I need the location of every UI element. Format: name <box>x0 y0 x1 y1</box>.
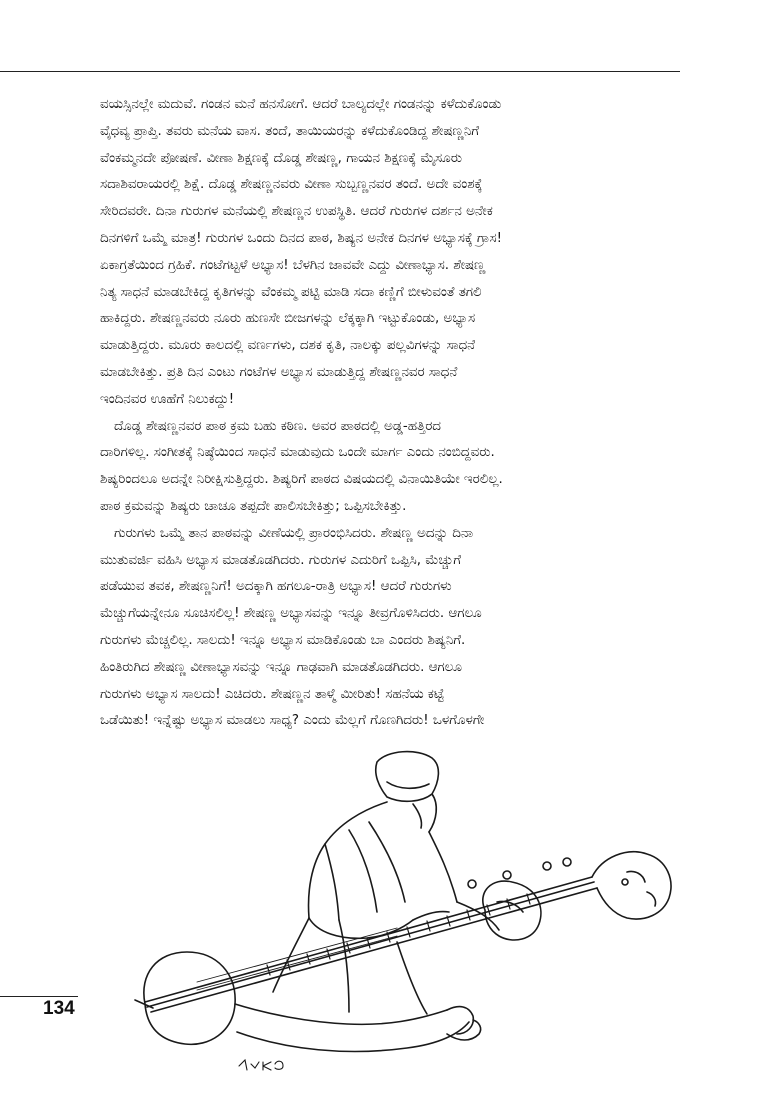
text-line: ದಿನಗಳಿಗೆ ಒಮ್ಮೆ ಮಾತ್ರ! ಗುರುಗಳ ಒಂದು ದಿನದ ಪಾಠ, ಶಿಷ್ಯನ ಅನೇಕ ದಿನಗಳ ಅಭ್ಯಾಸಕ್ಕೆ ಗ್ರಾಸ! <box>100 230 502 246</box>
text-line: ಹಿಂತಿರುಗಿದ ಶೇಷಣ್ಣ ವೀಣಾಭ್ಯಾಸವನ್ನು ಇನ್ನೂ ಗಾಢವಾಗಿ ಮಾಡತೊಡಗಿದರು. ಆಗಲೂ <box>100 659 462 675</box>
text-line: ಇಂದಿನವರ ಊಹೆಗೆ ನಿಲುಕದ್ದು! <box>100 391 235 407</box>
text-line: ಸೇರಿದವರೇ. ದಿನಾ ಗುರುಗಳ ಮನೆಯಲ್ಲಿ ಶೇಷಣ್ಣನ ಉಪಸ್ಥಿತಿ. ಆದರೆ ಗುರುಗಳ ದರ್ಶನ ಅನೇಕ <box>100 204 493 220</box>
text-line: ಗುರುಗಳು ಒಮ್ಮೆ ತಾನ ಪಾಠವನ್ನು ವೀಣೆಯಲ್ಲಿ ಪ್ರಾರಂಭಿಸಿದರು. ಶೇಷಣ್ಣ ಅದನ್ನು ದಿನಾ <box>114 525 474 541</box>
text-line: ದಾರಿಗಳಿಲ್ಲ. ಸಂಗೀತಕ್ಕೆ ನಿಷ್ಠೆಯಿಂದ ಸಾಧನೆ ಮಾಡುವುದು ಒಂದೇ ಮಾರ್ಗ ಎಂದು ನಂಬಿದ್ದವರು. <box>100 445 495 461</box>
text-line: ವೆಂಕಮ್ಮನದೇ ಪೋಷಣೆ. ವೀಣಾ ಶಿಕ್ಷಣಕ್ಕೆ ದೊಡ್ಡ ಶೇಷಣ್ಣ, ಗಾಯನ ಶಿಕ್ಷಣಕ್ಕೆ ಮೈಸೂರು <box>100 150 463 166</box>
text-line: ಮಾಡುತ್ತಿದ್ದರು. ಮೂರು ಕಾಲದಲ್ಲಿ ವರ್ಣಗಳು, ದಶಕ ಕೃತಿ, ನಾಲಕ್ಕು ಪಲ್ಲವಿಗಳನ್ನು ಸಾಧನೆ <box>100 338 476 354</box>
text-line: ಏಕಾಗ್ರತೆಯಿಂದ ಗ್ರಹಿಕೆ. ಗಂಟೆಗಟ್ಟಳೆ ಅಭ್ಯಾಸ! ಬೆಳಗಿನ ಜಾವವೇ ಎದ್ದು ವೀಣಾಭ್ಯಾಸ. ಶೇಷಣ್ಣ <box>100 257 486 273</box>
text-line: ಒಡೆಯಿತು! ಇನ್ನೆಷ್ಟು ಅಭ್ಯಾಸ ಮಾಡಲು ಸಾಧ್ಯ? ಎಂದು ಮೆಲ್ಲಗೆ ಗೊಣಗಿದರು! ಒಳಗೊಳಗೇ <box>100 713 485 729</box>
page-number: 134 <box>43 998 75 1019</box>
paragraph <box>100 92 680 414</box>
footer-rule <box>0 996 78 997</box>
artist-signature <box>239 1060 283 1070</box>
text-line: ದೊಡ್ಡ ಶೇಷಣ್ಣನವರ ಪಾಠ ಕ್ರಮ ಬಹು ಕಠಿಣ. ಅವರ ಪಾಠದಲ್ಲಿ ಅಡ್ಡ-ಹತ್ತಿರದ <box>114 418 441 434</box>
veena-player-illustration <box>87 742 680 1088</box>
paragraph <box>100 521 680 735</box>
text-line: ಸದಾಶಿವರಾಯರಲ್ಲಿ ಶಿಕ್ಷೆ. ದೊಡ್ಡ ಶೇಷಣ್ಣನವರು ವೀಣಾ ಸುಬ್ಬಣ್ಣನವರ ತಂದೆ. ಅದೇ ವಂಶಕ್ಕೆ <box>100 177 483 193</box>
text-line: ಪಾಠ ಕ್ರಮವನ್ನು ಶಿಷ್ಯರು ಚಾಚೂ ತಪ್ಪದೇ ಪಾಲಿಸಬೇಕಿತ್ತು; ಒಪ್ಪಿಸಬೇಕಿತ್ತು. <box>100 498 407 514</box>
text-line: ನಿತ್ಯ ಸಾಧನೆ ಮಾಡಬೇಕಿದ್ದ ಕೃತಿಗಳನ್ನು ವೆಂಕಮ್ಮ ಪಟ್ಟಿ ಮಾಡಿ ಸದಾ ಕಣ್ಣಿಗೆ ಬೀಳುವಂತೆ ತಗಲಿ <box>100 284 482 300</box>
paragraph <box>100 414 680 521</box>
text-line: ಮುತುವರ್ಜಿ ವಹಿಸಿ ಅಭ್ಯಾಸ ಮಾಡತೊಡಗಿದರು. ಗುರುಗಳ ಎದುರಿಗೆ ಒಪ್ಪಿಸಿ, ಮೆಚ್ಚುಗೆ <box>100 552 461 568</box>
text-line: ಗುರುಗಳು ಅಭ್ಯಾಸ ಸಾಲದು! ಎಚಿದರು. ಶೇಷಣ್ಣನ ತಾಳ್ಮೆ ಮೀರಿತು! ಸಹನೆಯ ಕಟ್ಟೆ <box>100 686 445 702</box>
text-line: ವೈಧವ್ಯ ಪ್ರಾಪ್ತಿ. ತವರು ಮನೆಯ ವಾಸ. ತಂದೆ, ತಾಯಿಯರನ್ನು ಕಳೆದುಕೊಂಡಿದ್ದ ಶೇಷಣ್ಣನಿಗೆ <box>100 123 480 139</box>
text-line: ಶಿಷ್ಯರಿಂದಲೂ ಅದನ್ನೇ ನಿರೀಕ್ಷಿಸುತ್ತಿದ್ದರು. ಶಿಷ್ಯರಿಗೆ ಪಾಠದ ವಿಷಯದಲ್ಲಿ ವಿನಾಯಿತಿಯೇ ಇರಲಿಲ್ಲ. <box>100 472 503 488</box>
text-line: ಪಡೆಯುವ ತವಕ, ಶೇಷಣ್ಣನಿಗೆ! ಅದಕ್ಕಾಗಿ ಹಗಲೂ-ರಾತ್ರಿ ಅಭ್ಯಾಸ! ಆದರೆ ಗುರುಗಳು <box>100 579 452 595</box>
text-line: ಹಾಕಿದ್ದರು. ಶೇಷಣ್ಣನವರು ನೂರು ಹುಣಸೇ ಬೀಜಗಳನ್ನು ಲೆಕ್ಕಕ್ಕಾಗಿ ಇಟ್ಟುಕೊಂಡು, ಅಭ್ಯಾಸ <box>100 311 476 327</box>
text-line: ಗುರುಗಳು ಮೆಚ್ಚಲಿಲ್ಲ. ಸಾಲದು! ಇನ್ನೂ ಅಭ್ಯಾಸ ಮಾಡಿಕೊಂಡು ಬಾ ಎಂದರು ಶಿಷ್ಯನಿಗೆ. <box>100 632 466 648</box>
text-line: ವಯಸ್ಸಿನಲ್ಲೇ ಮದುವೆ. ಗಂಡನ ಮನೆ ಹನಸೋಗೆ. ಆದರೆ ಬಾಲ್ಯದಲ್ಲೇ ಗಂಡನನ್ನು ಕಳೆದುಕೊಂಡು <box>100 97 502 112</box>
text-line: ಮಾಡಬೇಕಿತ್ತು. ಪ್ರತಿ ದಿನ ಎಂಟು ಗಂಟೆಗಳ ಅಭ್ಯಾಸ ಮಾಡುತ್ತಿದ್ದ ಶೇಷಣ್ಣನವರ ಸಾಧನೆ <box>100 364 458 380</box>
body-text <box>100 92 680 735</box>
header-rule <box>0 71 680 72</box>
text-line: ಮೆಚ್ಚುಗೆಯನ್ನೇನೂ ಸೂಚಿಸಲಿಲ್ಲ! ಶೇಷಣ್ಣ ಅಭ್ಯಾಸವನ್ನು ಇನ್ನೂ ತೀವ್ರಗೊಳಿಸಿದರು. ಆಗಲೂ <box>100 606 482 622</box>
